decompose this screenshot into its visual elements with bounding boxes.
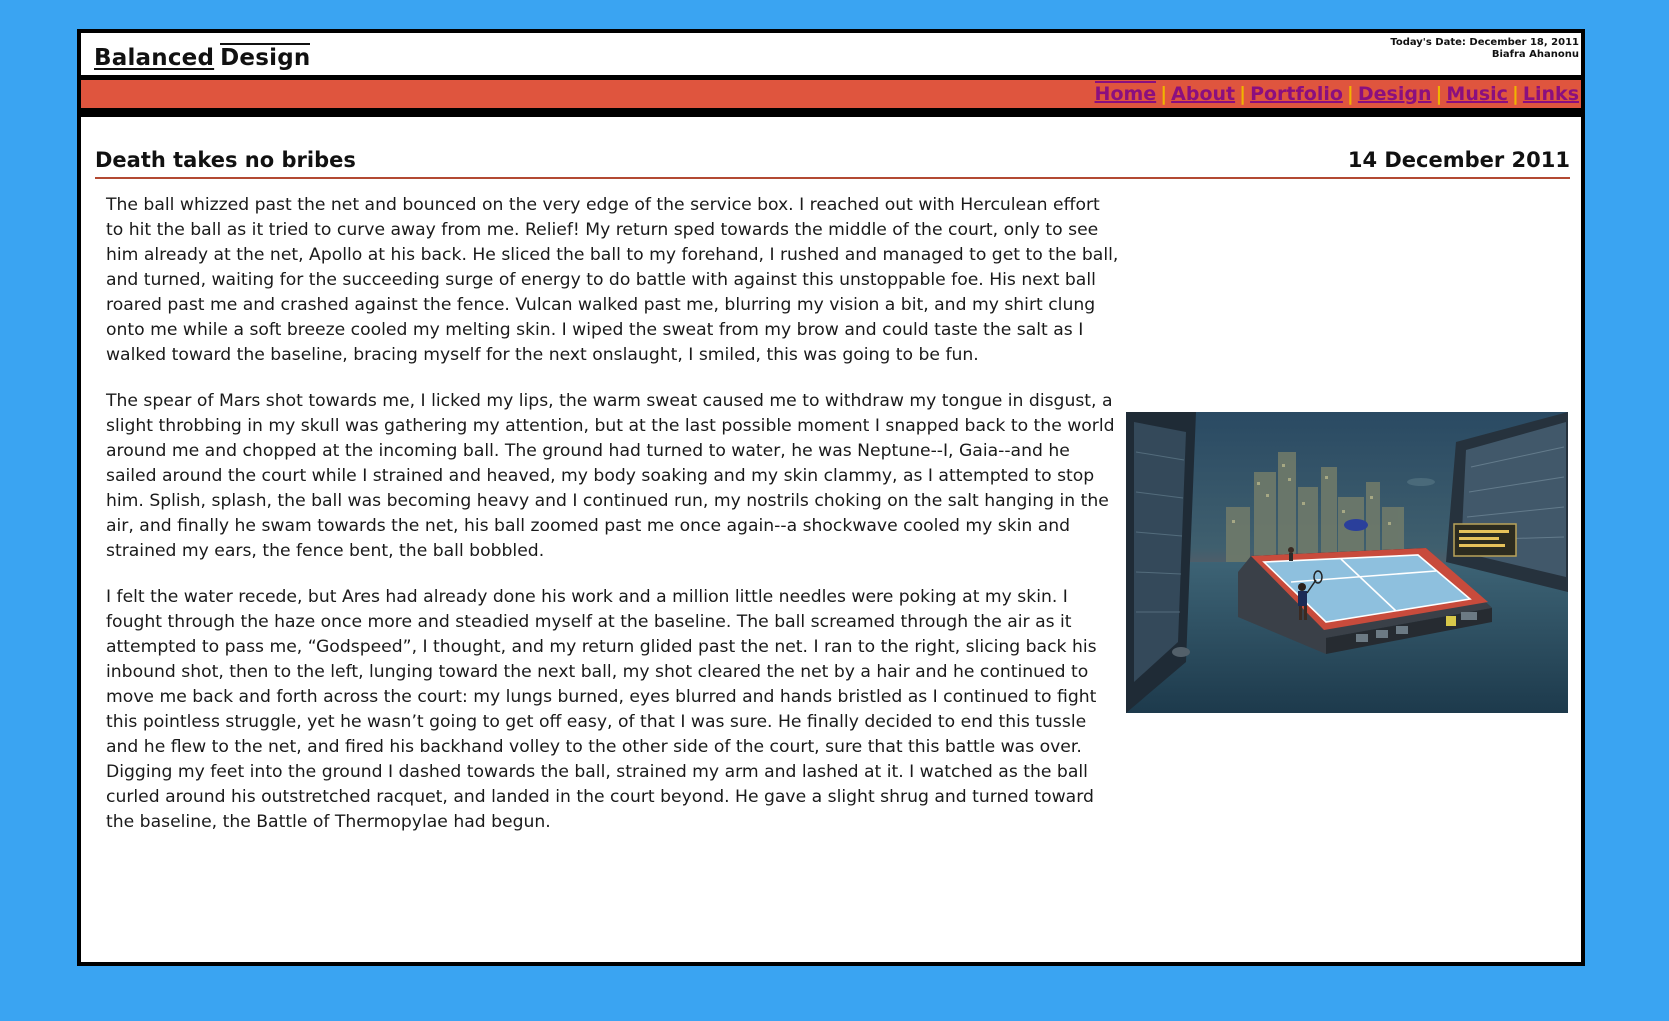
nav-bar	[81, 80, 1581, 117]
post-body	[106, 193, 1121, 856]
nav-link-music[interactable]: Music	[1446, 83, 1508, 105]
post-paragraph: I felt the water recede, but Ares had already done his work and a million little needles were poking at my skin. I fought through the haze once more and steadied myself at the baseline. The ball screamed through the air as it attempted to pass me, “Godspeed”, I thought, and my return glided past the net. I ran to the right, slicing back his inbound shot, then to the left, lunging toward the next ball, my shot cleared the net by a hair and he continued to move me back and forth across the court: my lungs burned, eyes blurred and hands bristled as I continued to fight this pointless struggle, yet he wasn’t going to get off easy, of that I was sure. He finally decided to end this tussle and he flew to the net, and fired his backhand volley to the other side of the court, sure that this battle was over. Digging my feet into the ground I dashed towards the ball, strained my arm and lashed at it. I watched as the ball curled around his outstretched racquet, and landed in the court beyond. He gave a slight shrug and turned toward the baseline, the Battle of Thermopylae had begun.	[106, 587, 1097, 832]
nav-separator: |	[1346, 83, 1354, 105]
header-info	[1390, 37, 1579, 61]
site-header	[81, 33, 1581, 80]
post-paragraph: The spear of Mars shot towards me, I licked my lips, the warm sweat caused me to withdraw my tongue in disgust, a slight throbbing in my skull was gathering my attention, but at the last possible moment I snapped back to the world around me and chopped at the incoming ball. The ground had turned to water, he was Neptune--I, Gaia--and he sailed around the court while I strained and heaved, my body soaking and my skin clammy, as I attempted to stop him. Splish, splash, the ball was becoming heavy and I continued run, my nostrils choking on the salt hanging in the air, and finally he swam towards the net, his ball zoomed past me once again--a shockwave cooled my skin and strained my ears, the fence bent, the ball bobbled.	[106, 391, 1115, 561]
todays-date: Today's Date: December 18, 2011	[1390, 37, 1579, 48]
nav-link-design[interactable]: Design	[1357, 83, 1432, 105]
author-name: Biafra Ahanonu	[1491, 49, 1579, 60]
logo-word-balanced: Balanced	[94, 45, 215, 71]
nav-link-links[interactable]: Links	[1522, 83, 1579, 105]
post-title: Death takes no bribes	[95, 148, 356, 172]
logo-word-design: Design	[220, 45, 311, 71]
tennis-court-illustration	[1126, 412, 1568, 713]
nav-separator: |	[1511, 83, 1519, 105]
post-header	[95, 144, 1570, 179]
nav-separator: |	[1160, 83, 1168, 105]
nav-link-about[interactable]: About	[1171, 83, 1236, 105]
page-frame	[77, 29, 1585, 966]
nav-separator: |	[1435, 83, 1443, 105]
nav-link-portfolio[interactable]: Portfolio	[1250, 83, 1343, 105]
site-logo[interactable]	[94, 45, 310, 71]
nav-link-home[interactable]: Home	[1094, 83, 1157, 105]
post-paragraph: The ball whizzed past the net and bounced on the very edge of the service box. I reached out with Herculean effort to hit the ball as it tried to curve away from me. Relief! My return sped towards the middle of the court, only to see him already at the net, Apollo at his back. He sliced the ball to my forehand, I rushed and managed to get to the ball, and turned, waiting for the succeeding surge of energy to do battle with against this unstoppable foe. His next ball roared past me and crashed against the fence. Vulcan walked past me, blurring my vision a bit, and my shirt clung onto me while a soft breeze cooled my melting skin. I wiped the sweat from my brow and could taste the salt as I walked toward the baseline, bracing myself for the next onslaught, I smiled, this was going to be fun.	[106, 195, 1119, 365]
main-nav	[1095, 81, 1579, 107]
post-date: 14 December 2011	[1347, 148, 1570, 172]
nav-separator: |	[1239, 83, 1247, 105]
